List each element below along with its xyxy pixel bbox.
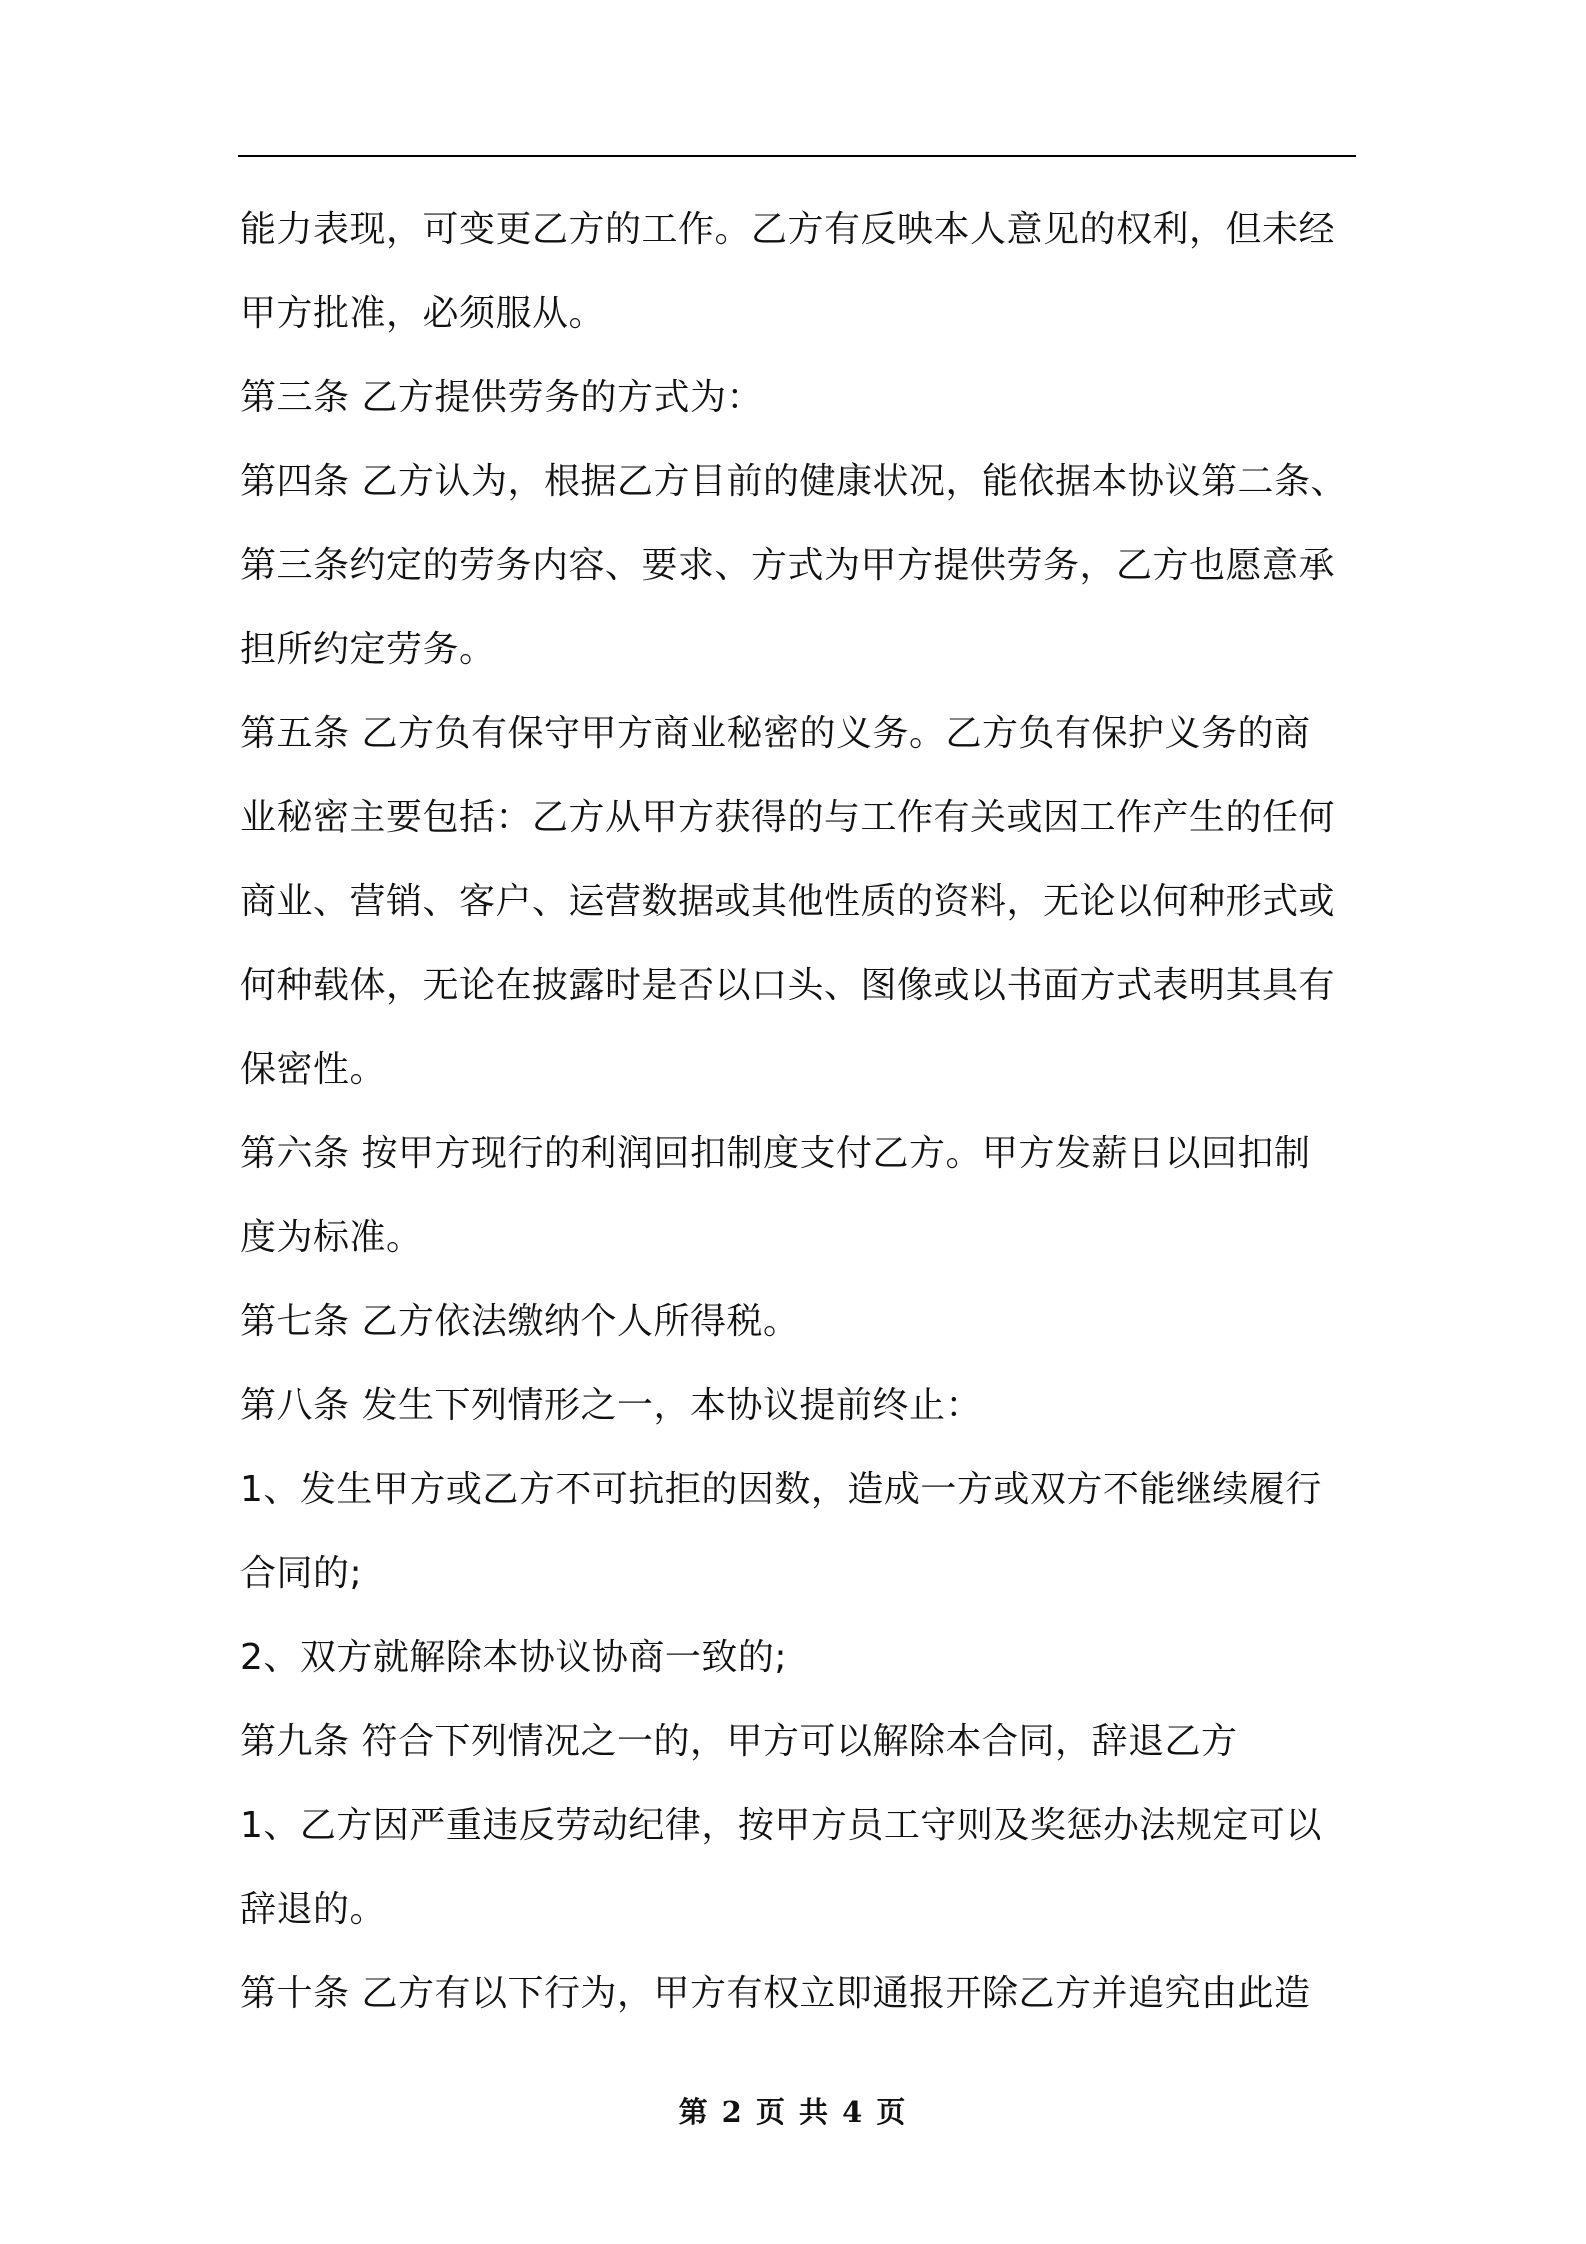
text-line: 甲方批准，必须服从。 [240,293,606,334]
text-line: 能力表现，可变更乙方的工作。乙方有反映本人意见的权利，但未经 [240,209,1336,250]
text-line: 商业、营销、客户、运营数据或其他性质的资料，无论以何种形式或 [240,881,1336,922]
text-line: 担所约定劳务。 [240,629,496,670]
text-line: 第三条约定的劳务内容、要求、方式为甲方提供劳务，乙方也愿意承 [240,545,1336,586]
text-line: 何种载体，无论在披露时是否以口头、图像或以书面方式表明其具有 [240,965,1336,1006]
text-line: 第七条 乙方依法缴纳个人所得税。 [240,1301,800,1342]
text-line: 第三条 乙方提供劳务的方式为： [240,377,763,418]
page-number-footer: 第 2 页 共 4 页 [678,2095,908,2129]
text-line: 合同的; [240,1553,363,1594]
text-line: 保密性。 [240,1049,387,1090]
text-line: 2、双方就解除本协议协商一致的; [240,1637,788,1678]
text-line: 业秘密主要包括：乙方从甲方获得的与工作有关或因工作产生的任何 [240,797,1336,838]
header-divider [238,155,1356,157]
document-body [240,188,1358,2036]
text-line: 第六条 按甲方现行的利润回扣制度支付乙方。甲方发薪日以回扣制 [240,1133,1311,1174]
text-line: 第十条 乙方有以下行为，甲方有权立即通报开除乙方并追究由此造 [240,1973,1311,2014]
text-line: 辞退的。 [240,1889,387,1930]
text-line: 度为标准。 [240,1217,423,1258]
text-line: 第八条 发生下列情形之一，本协议提前终止： [240,1385,982,1426]
text-line: 第九条 符合下列情况之一的，甲方可以解除本合同，辞退乙方 [240,1721,1238,1762]
text-line: 1、乙方因严重违反劳动纪律，按甲方员工守则及奖惩办法规定可以 [240,1805,1322,1846]
text-line: 第五条 乙方负有保守甲方商业秘密的义务。乙方负有保护义务的商 [240,713,1311,754]
text-line: 1、发生甲方或乙方不可抗拒的因数，造成一方或双方不能继续履行 [240,1469,1322,1510]
text-line: 第四条 乙方认为，根据乙方目前的健康状况，能依据本协议第二条、 [240,461,1347,502]
